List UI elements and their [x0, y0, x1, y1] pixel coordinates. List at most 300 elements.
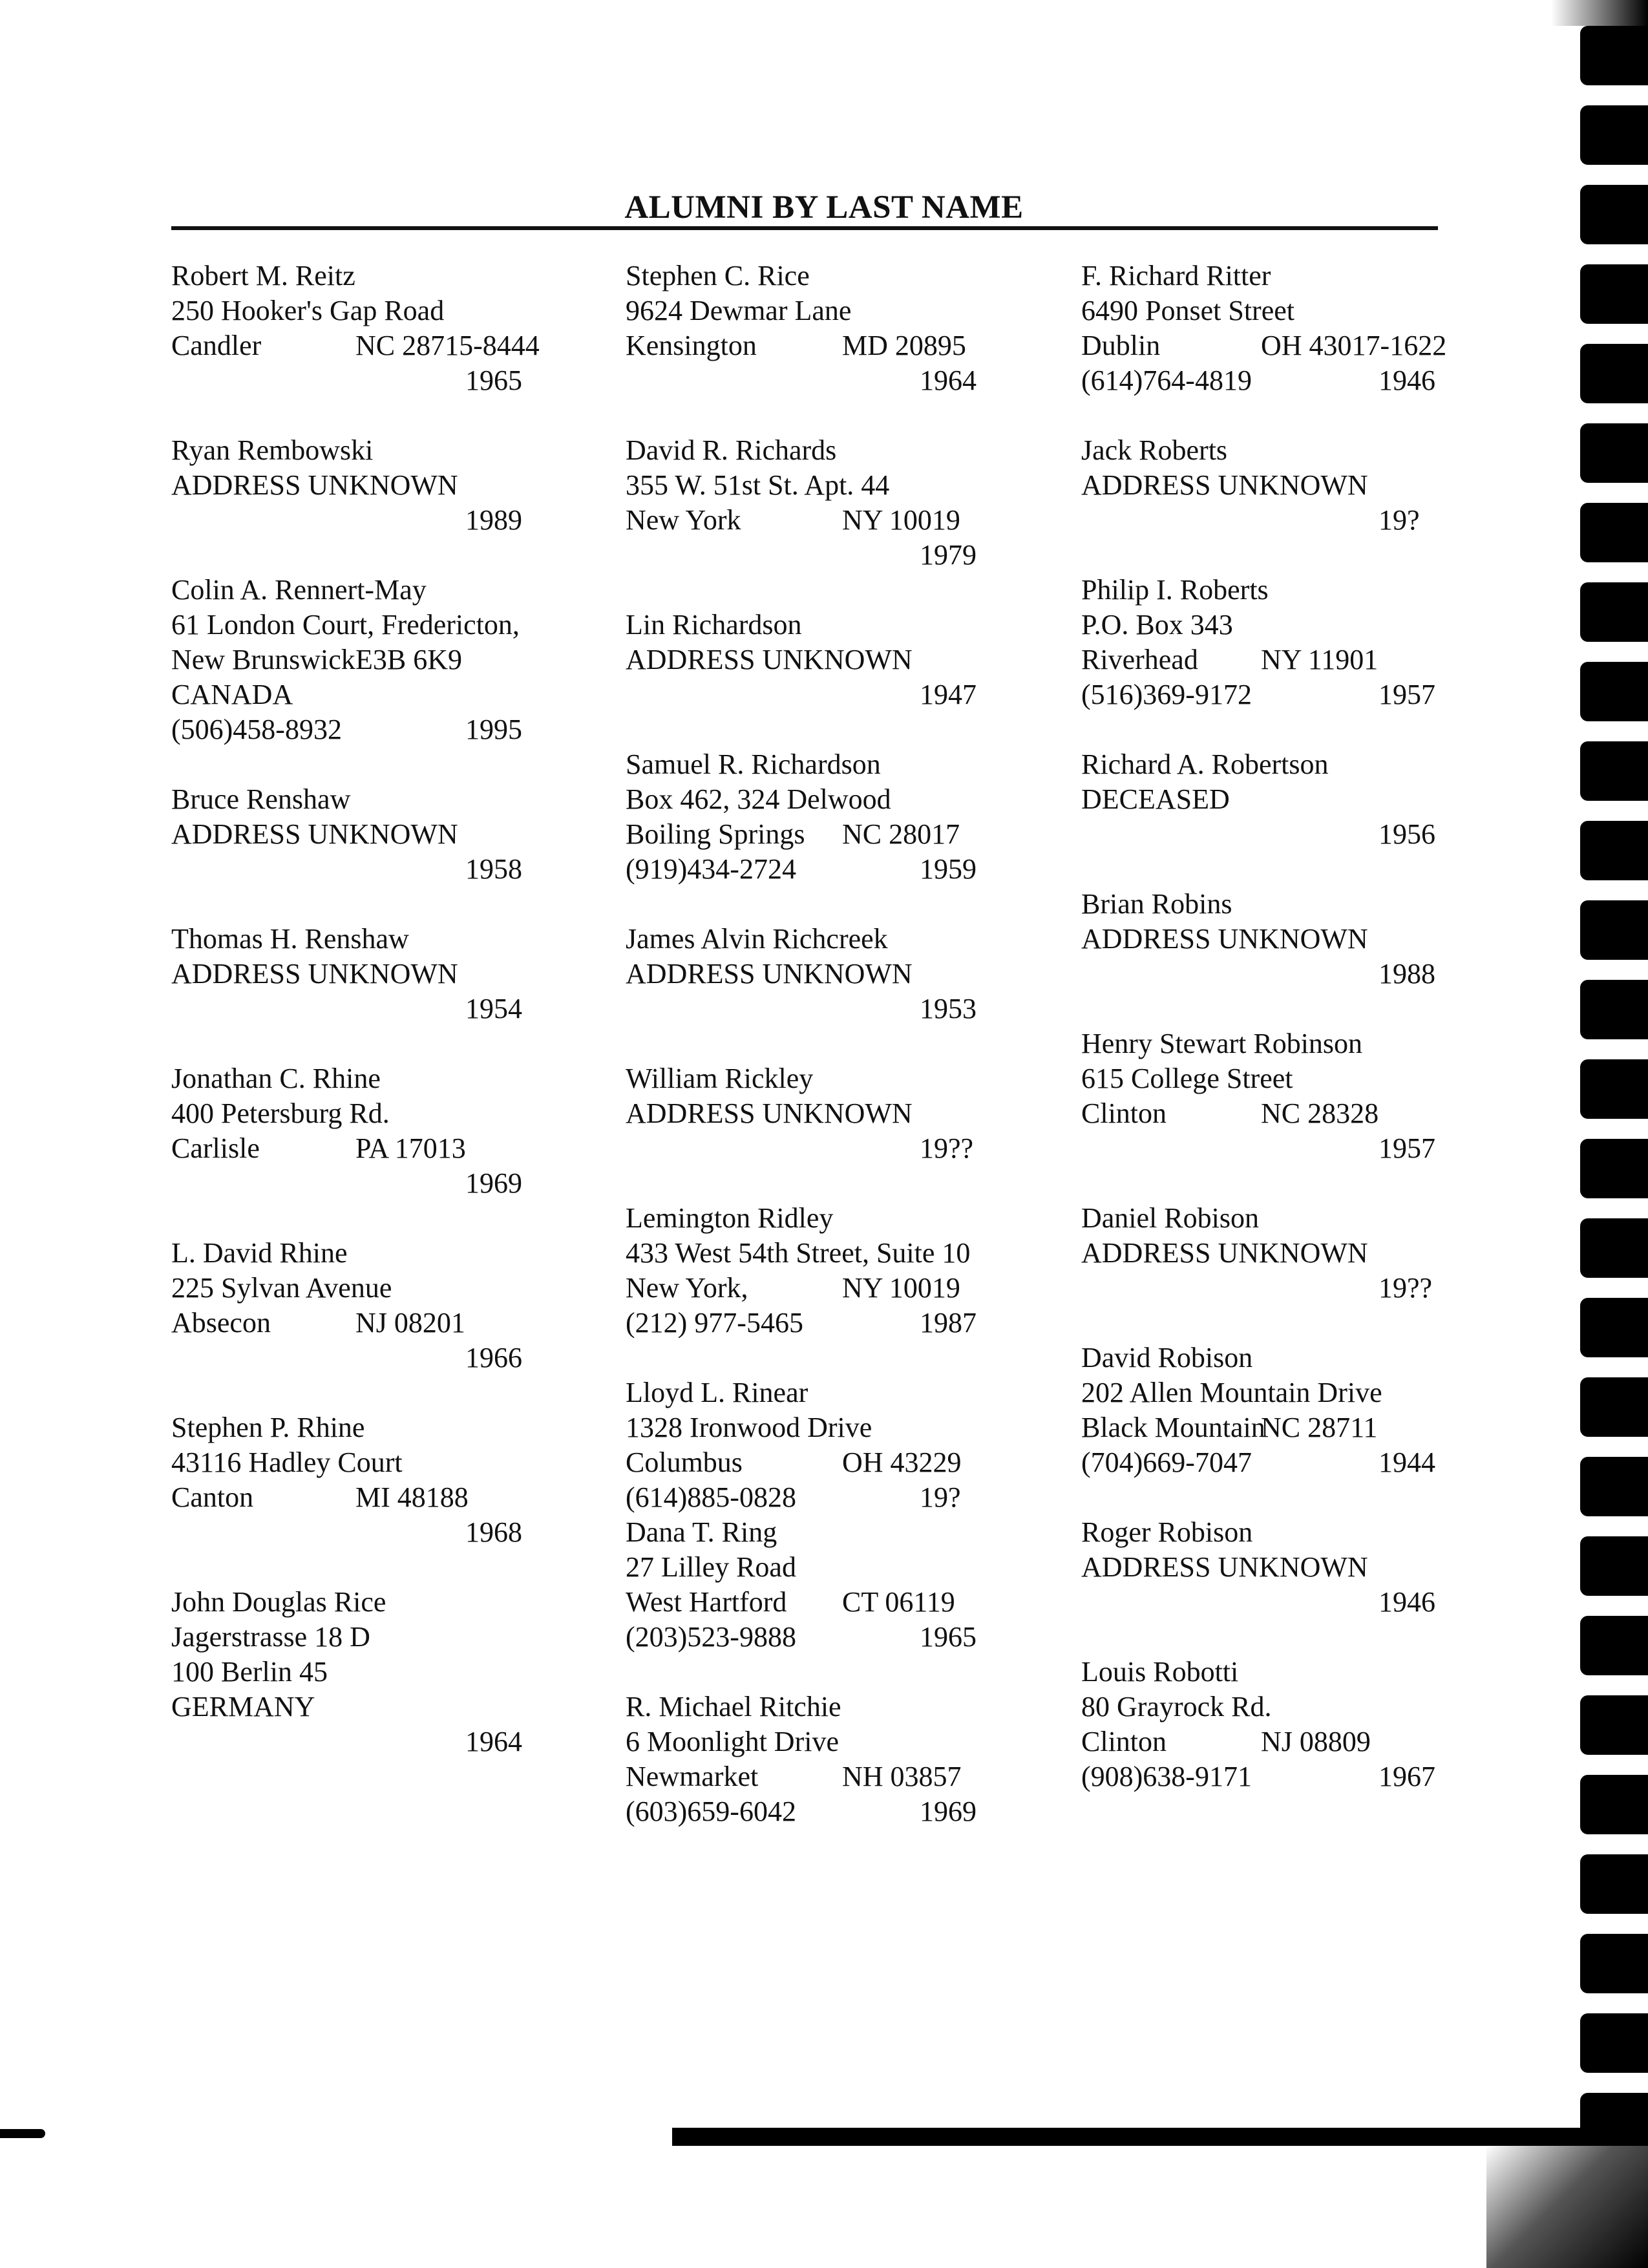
address-line: [171, 1690, 585, 1724]
alumni-name: James Alvin Richcreek: [626, 923, 888, 955]
address-line: [171, 1655, 585, 1690]
name-line: [626, 608, 1039, 642]
address-line: [171, 468, 585, 503]
alumni-entry: [1081, 747, 1495, 852]
alumni-name: Dana T. Ring: [626, 1516, 777, 1548]
class-year: 1957: [1379, 679, 1435, 710]
year-line: [171, 1724, 585, 1759]
class-year: 1947: [920, 679, 977, 710]
alumni-entry: [171, 922, 585, 1026]
address-line: [171, 817, 585, 852]
city: Riverhead: [1081, 644, 1198, 675]
city-line: [626, 503, 1039, 538]
name-line: [1081, 1201, 1495, 1236]
city: New York: [626, 504, 741, 536]
class-year: 1944: [1379, 1447, 1435, 1478]
year-line: [626, 1131, 1039, 1166]
address-line: [1081, 782, 1495, 817]
phone-line: [626, 852, 1039, 887]
title-rule: [171, 226, 1438, 230]
binding-ring: [1580, 2013, 1648, 2073]
city: Boiling Springs: [626, 818, 805, 850]
alumni-name: Lemington Ridley: [626, 1202, 834, 1234]
alumni-name: Samuel R. Richardson: [626, 748, 881, 780]
name-line: [626, 1690, 1039, 1724]
binding-ring: [1580, 662, 1648, 721]
address-text: 6 Moonlight Drive: [626, 1726, 839, 1757]
alumni-name: Henry Stewart Robinson: [1081, 1028, 1363, 1059]
alumni-name: Roger Robison: [1081, 1516, 1253, 1548]
name-line: [171, 433, 585, 468]
state-zip: MI 48188: [355, 1481, 469, 1513]
alumni-name: Lin Richardson: [626, 609, 802, 641]
address-text: ADDRESS UNKNOWN: [626, 644, 913, 675]
address-text: DECEASED: [1081, 783, 1230, 815]
alumni-name: R. Michael Ritchie: [626, 1691, 841, 1722]
name-line: [626, 1201, 1039, 1236]
phone-number: (212) 977-5465: [626, 1307, 803, 1339]
city-line: [1081, 1410, 1495, 1445]
address-line: [626, 468, 1039, 503]
address-text: ADDRESS UNKNOWN: [171, 818, 458, 850]
year-line: [626, 677, 1039, 712]
alumni-name: F. Richard Ritter: [1081, 260, 1271, 291]
class-year: 1995: [465, 714, 522, 745]
city-line: [171, 328, 585, 363]
class-year: 1989: [465, 504, 522, 536]
address-text: 61 London Court, Fredericton,: [171, 609, 520, 641]
state-zip: OH 43017-1622: [1261, 330, 1447, 361]
class-year: 1965: [465, 365, 522, 396]
binding-ring: [1580, 1457, 1648, 1516]
alumni-name: Robert M. Reitz: [171, 260, 355, 291]
class-year: 1959: [920, 853, 977, 885]
state-zip: NY 10019: [842, 504, 960, 536]
name-line: [1081, 1341, 1495, 1375]
alumni-entry: [626, 922, 1039, 1026]
address-line: [171, 1620, 585, 1655]
address-line: [1081, 1236, 1495, 1271]
phone-number: (506)458-8932: [171, 714, 342, 745]
alumni-entry: [171, 1410, 585, 1550]
name-line: [1081, 433, 1495, 468]
alumni-name: John Douglas Rice: [171, 1586, 386, 1618]
phone-line: [626, 1480, 1039, 1515]
class-year: 1965: [920, 1621, 977, 1653]
alumni-name: Philip I. Roberts: [1081, 574, 1269, 606]
alumni-entry: [1081, 1655, 1495, 1794]
address-text: 225 Sylvan Avenue: [171, 1272, 392, 1304]
year-line: [1081, 1131, 1495, 1166]
city-line: [626, 1271, 1039, 1306]
state-zip: E3B 6K9: [355, 644, 462, 675]
address-line: [1081, 922, 1495, 957]
state-zip: MD 20895: [842, 330, 966, 361]
alumni-entry: [1081, 1026, 1495, 1166]
class-year: 1964: [465, 1726, 522, 1757]
binding-ring: [1580, 264, 1648, 324]
address-text: 43116 Hadley Court: [171, 1447, 403, 1478]
address-line: [626, 642, 1039, 677]
phone-line: [626, 1794, 1039, 1829]
address-text: ADDRESS UNKNOWN: [626, 1097, 913, 1129]
class-year: 1956: [1379, 818, 1435, 850]
alumni-entry: [626, 1201, 1039, 1341]
binding-ring: [1580, 185, 1648, 244]
class-year: 19?: [920, 1481, 961, 1513]
binding-ring: [1580, 105, 1648, 165]
year-line: [171, 1515, 585, 1550]
city-line: [1081, 1096, 1495, 1131]
class-year: 1969: [465, 1167, 522, 1199]
state-zip: CT 06119: [842, 1586, 955, 1618]
class-year: 1968: [465, 1516, 522, 1548]
name-line: [626, 1515, 1039, 1550]
alumni-entry: [1081, 1201, 1495, 1306]
phone-number: (603)659-6042: [626, 1796, 796, 1827]
class-year: 1957: [1379, 1132, 1435, 1164]
alumni-entry: [171, 1585, 585, 1759]
year-line: [1081, 1271, 1495, 1306]
year-line: [1081, 1585, 1495, 1620]
address-line: [626, 1724, 1039, 1759]
address-text: P.O. Box 343: [1081, 609, 1233, 641]
phone-line: [1081, 1759, 1495, 1794]
class-year: 1954: [465, 993, 522, 1024]
address-line: [171, 608, 585, 642]
binding-ring: [1580, 1536, 1648, 1596]
name-line: [626, 1375, 1039, 1410]
address-text: ADDRESS UNKNOWN: [1081, 469, 1368, 501]
alumni-entry: [626, 1061, 1039, 1166]
class-year: 1946: [1379, 1586, 1435, 1618]
city: Newmarket: [626, 1761, 759, 1792]
class-year: 1969: [920, 1796, 977, 1827]
address-line: [626, 1236, 1039, 1271]
alumni-name: Stephen C. Rice: [626, 260, 810, 291]
state-zip: NC 28715-8444: [355, 330, 540, 361]
address-text: 1328 Ironwood Drive: [626, 1412, 872, 1443]
alumni-entry: [626, 1515, 1039, 1655]
city: Black Mountain: [1081, 1412, 1265, 1443]
binding-ring: [1580, 1854, 1648, 1914]
year-line: [1081, 503, 1495, 538]
class-year: 1987: [920, 1307, 977, 1339]
address-line: [1081, 608, 1495, 642]
address-text: ADDRESS UNKNOWN: [171, 469, 458, 501]
alumni-entry: [626, 259, 1039, 398]
name-line: [1081, 1655, 1495, 1690]
state-zip: NY 11901: [1261, 644, 1379, 675]
year-line: [171, 363, 585, 398]
alumni-entry: [171, 573, 585, 747]
city-line: [626, 1445, 1039, 1480]
year-line: [626, 363, 1039, 398]
alumni-entry: [171, 782, 585, 887]
alumni-entry: [171, 433, 585, 538]
alumni-entry: [1081, 1515, 1495, 1620]
binding-ring: [1580, 582, 1648, 642]
name-line: [171, 1061, 585, 1096]
phone-line: [1081, 1445, 1495, 1480]
city: Candler: [171, 330, 262, 361]
country: CANADA: [171, 679, 293, 710]
phone-number: (614)764-4819: [1081, 365, 1252, 396]
year-line: [171, 991, 585, 1026]
address-line: [1081, 293, 1495, 328]
alumni-name: Colin A. Rennert-May: [171, 574, 427, 606]
alumni-entry: [1081, 433, 1495, 538]
name-line: [171, 259, 585, 293]
binding-ring: [1580, 1139, 1648, 1198]
name-line: [171, 573, 585, 608]
alumni-entry: [171, 259, 585, 398]
alumni-entry: [626, 1375, 1039, 1515]
address-line: [171, 1096, 585, 1131]
class-year: 19??: [920, 1132, 974, 1164]
binding-ring: [1580, 1059, 1648, 1119]
address-line: [626, 782, 1039, 817]
alumni-entry: [1081, 1341, 1495, 1480]
name-line: [171, 922, 585, 957]
year-line: [626, 538, 1039, 573]
address-text: ADDRESS UNKNOWN: [1081, 1237, 1368, 1269]
name-line: [1081, 887, 1495, 922]
address-line: [626, 293, 1039, 328]
phone-number: (516)369-9172: [1081, 679, 1252, 710]
phone-number: (919)434-2724: [626, 853, 796, 885]
year-line: [171, 1166, 585, 1201]
city-line: [626, 1585, 1039, 1620]
city-line: [171, 1131, 585, 1166]
name-line: [171, 782, 585, 817]
phone-number: (704)669-7047: [1081, 1447, 1252, 1478]
city: New Brunswick: [171, 644, 355, 675]
alumni-name: Stephen P. Rhine: [171, 1412, 365, 1443]
phone-line: [171, 712, 585, 747]
scan-bottom-shadow-bar: [672, 2128, 1648, 2146]
address-line: [1081, 1375, 1495, 1410]
address-text: Box 462, 324 Delwood: [626, 783, 891, 815]
name-line: [171, 1236, 585, 1271]
alumni-entry: [171, 1236, 585, 1375]
class-year: 1966: [465, 1342, 522, 1373]
state-zip: NC 28711: [1261, 1412, 1378, 1443]
alumni-name: Bruce Renshaw: [171, 783, 351, 815]
name-line: [626, 1061, 1039, 1096]
scan-edge-mark: [0, 2129, 45, 2138]
alumni-name: David Robison: [1081, 1342, 1253, 1373]
class-year: 1988: [1379, 958, 1435, 990]
address-text: ADDRESS UNKNOWN: [1081, 1551, 1368, 1583]
address-line: [1081, 1690, 1495, 1724]
phone-line: [626, 1306, 1039, 1341]
city-line: [626, 328, 1039, 363]
city: Kensington: [626, 330, 757, 361]
address-line: [626, 1096, 1039, 1131]
alumni-name: Daniel Robison: [1081, 1202, 1259, 1234]
city: Carlisle: [171, 1132, 260, 1164]
address-line: [171, 1271, 585, 1306]
address-line: [626, 1410, 1039, 1445]
name-line: [171, 1585, 585, 1620]
year-line: [626, 991, 1039, 1026]
address-line: [1081, 1550, 1495, 1585]
address-text: 355 W. 51st St. Apt. 44: [626, 469, 890, 501]
city-line: [626, 817, 1039, 852]
binding-ring: [1580, 344, 1648, 403]
page-title: ALUMNI BY LAST NAME: [624, 189, 1024, 226]
binding-ring: [1580, 900, 1648, 960]
address-text: 433 West 54th Street, Suite 10: [626, 1237, 971, 1269]
address-line: [626, 957, 1039, 991]
scan-corner-shadow-bottom: [1486, 2146, 1648, 2268]
address-text: 6490 Ponset Street: [1081, 295, 1294, 326]
binding-ring: [1580, 980, 1648, 1039]
address-text: 80 Grayrock Rd.: [1081, 1691, 1272, 1722]
alumni-name: Ryan Rembowski: [171, 434, 374, 466]
city: Canton: [171, 1481, 254, 1513]
address-text: ADDRESS UNKNOWN: [626, 958, 913, 990]
city: Clinton: [1081, 1097, 1167, 1129]
address-line: [1081, 468, 1495, 503]
binding-ring: [1580, 821, 1648, 880]
alumni-name: William Rickley: [626, 1063, 814, 1094]
address-text: 9624 Dewmar Lane: [626, 295, 852, 326]
city-line: [1081, 328, 1495, 363]
address-text: 250 Hooker's Gap Road: [171, 295, 445, 326]
city: Columbus: [626, 1447, 743, 1478]
year-line: [1081, 957, 1495, 991]
city-line: [1081, 1724, 1495, 1759]
state-zip: NC 28017: [842, 818, 960, 850]
address-text: 100 Berlin 45: [171, 1656, 328, 1688]
alumni-name: Jonathan C. Rhine: [171, 1063, 381, 1094]
binding-ring: [1580, 741, 1648, 801]
class-year: 19?: [1379, 504, 1420, 536]
address-line: [171, 1445, 585, 1480]
state-zip: NJ 08201: [355, 1307, 465, 1339]
binding-ring: [1580, 1616, 1648, 1675]
alumni-name: Louis Robotti: [1081, 1656, 1239, 1688]
phone-line: [1081, 363, 1495, 398]
year-line: [171, 852, 585, 887]
phone-number: (908)638-9171: [1081, 1761, 1252, 1792]
name-line: [626, 433, 1039, 468]
alumni-entry: [626, 1690, 1039, 1829]
address-line: [626, 1550, 1039, 1585]
address-line: [1081, 1061, 1495, 1096]
address-text: 27 Lilley Road: [626, 1551, 796, 1583]
alumni-entry: [1081, 259, 1495, 398]
name-line: [1081, 1026, 1495, 1061]
city-line: [171, 1306, 585, 1341]
class-year: 1967: [1379, 1761, 1435, 1792]
city-line: [626, 1759, 1039, 1794]
alumni-entry: [1081, 887, 1495, 991]
name-line: [171, 1410, 585, 1445]
binding-ring: [1580, 1298, 1648, 1357]
phone-line: [1081, 677, 1495, 712]
city: New York,: [626, 1272, 748, 1304]
address-text: 202 Allen Mountain Drive: [1081, 1377, 1382, 1408]
name-line: [626, 259, 1039, 293]
class-year: 1958: [465, 853, 522, 885]
city: West Hartford: [626, 1586, 787, 1618]
city: Clinton: [1081, 1726, 1167, 1757]
phone-line: [626, 1620, 1039, 1655]
city-line: [171, 1480, 585, 1515]
binding-ring: [1580, 26, 1648, 85]
city-line: [171, 642, 585, 677]
binding-ring: [1580, 1377, 1648, 1437]
state-zip: NY 10019: [842, 1272, 960, 1304]
alumni-name: Jack Roberts: [1081, 434, 1228, 466]
binding-ring: [1580, 503, 1648, 562]
address-text: GERMANY: [171, 1691, 315, 1722]
alumni-name: Richard A. Robertson: [1081, 748, 1329, 780]
alumni-name: L. David Rhine: [171, 1237, 348, 1269]
alumni-entry: [626, 747, 1039, 887]
year-line: [171, 1341, 585, 1375]
alumni-name: Lloyd L. Rinear: [626, 1377, 808, 1408]
name-line: [1081, 573, 1495, 608]
name-line: [1081, 747, 1495, 782]
name-line: [1081, 1515, 1495, 1550]
class-year: 1964: [920, 365, 977, 396]
alumni-name: David R. Richards: [626, 434, 837, 466]
city-line: [1081, 642, 1495, 677]
class-year: 1946: [1379, 365, 1435, 396]
name-line: [1081, 259, 1495, 293]
year-line: [1081, 817, 1495, 852]
alumni-name: Brian Robins: [1081, 888, 1232, 920]
state-zip: OH 43229: [842, 1447, 962, 1478]
alumni-entry: [171, 1061, 585, 1201]
city: Absecon: [171, 1307, 271, 1339]
name-line: [626, 747, 1039, 782]
binding-ring: [1580, 1775, 1648, 1834]
class-year: 1953: [920, 993, 977, 1024]
state-zip: PA 17013: [355, 1132, 466, 1164]
binding-ring: [1580, 1218, 1648, 1278]
alumni-entry: [626, 608, 1039, 712]
class-year: 19??: [1379, 1272, 1433, 1304]
phone-number: (203)523-9888: [626, 1621, 796, 1653]
alumni-entry: [1081, 573, 1495, 712]
spiral-binding-edge: [1577, 0, 1648, 2268]
address-text: ADDRESS UNKNOWN: [1081, 923, 1368, 955]
city: Dublin: [1081, 330, 1161, 361]
binding-ring: [1580, 1934, 1648, 1993]
binding-ring: [1580, 1695, 1648, 1755]
state-zip: NJ 08809: [1261, 1726, 1371, 1757]
year-line: [171, 503, 585, 538]
address-text: ADDRESS UNKNOWN: [171, 958, 458, 990]
binding-ring: [1580, 423, 1648, 483]
name-line: [626, 922, 1039, 957]
address-line: [171, 957, 585, 991]
address-text: 615 College Street: [1081, 1063, 1293, 1094]
alumni-entry: [626, 433, 1039, 573]
phone-number: (614)885-0828: [626, 1481, 796, 1513]
alumni-name: Thomas H. Renshaw: [171, 923, 409, 955]
state-zip: NC 28328: [1261, 1097, 1379, 1129]
address-text: 400 Petersburg Rd.: [171, 1097, 390, 1129]
address-line: [171, 293, 585, 328]
address-text: Jagerstrasse 18 D: [171, 1621, 370, 1653]
country-line: [171, 677, 585, 712]
